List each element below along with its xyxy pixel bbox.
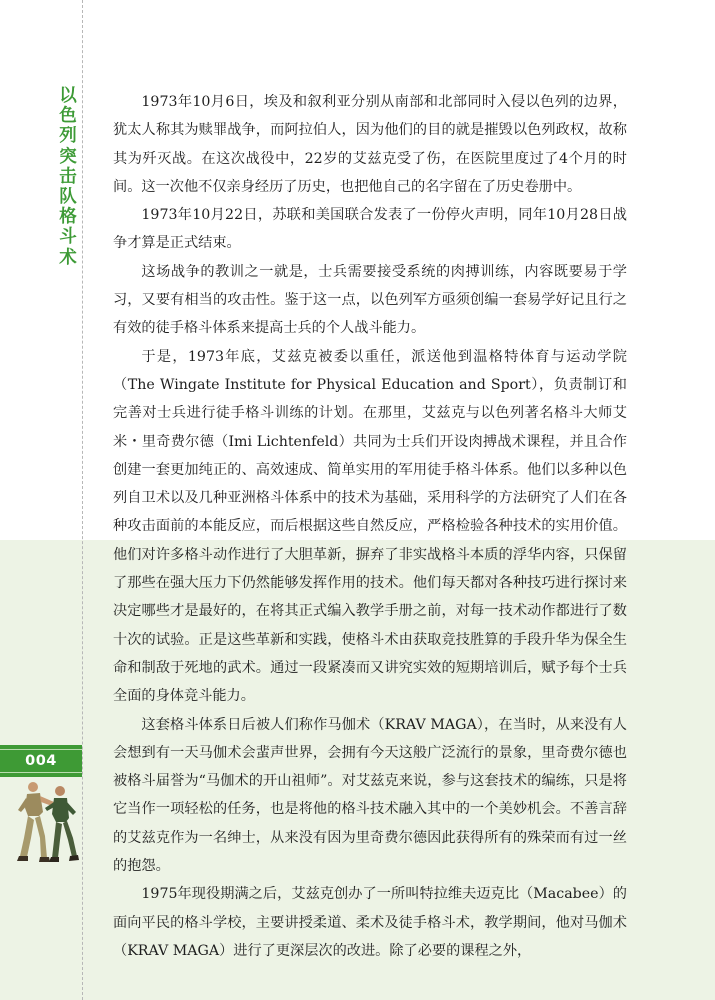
- title-char: 术: [59, 247, 77, 268]
- page-number: 004: [25, 753, 57, 769]
- title-char: 击: [59, 166, 77, 187]
- paragraph: 这场战争的教训之一就是，士兵需要接受系统的肉搏训练，内容既要易于学习，又要有相当的攻击性。鉴于这一点，以色列军方亟须创编一套易学好记且行之有效的徒手格斗体系来提高士兵的个人战斗能力。: [113, 263, 627, 337]
- margin-divider: [82, 0, 83, 1000]
- title-char: 队: [59, 187, 77, 208]
- fighters-icon: [14, 778, 80, 864]
- paragraph: 这套格斗体系日后被人们称作马伽术（KRAV MAGA），在当时，从来没有人会想到有一天马伽术会蜚声世界，会拥有今天这般广泛流行的景象，里奇费尔德也被格斗届誉为“马伽术的开山祖师”。对艾兹克来说，参与这套技术的编练，只是将它当作一项轻松的任务，也是将他的格斗技术融入其中的一个美妙机会。不善言辞的艾兹克作为一名绅士，从来没有因为里奇费尔德因此获得所有的殊荣而有过一丝的抱怨。: [113, 716, 627, 875]
- paragraph: 1973年10月6日，埃及和叙利亚分别从南部和北部同时入侵以色列的边界，犹太人称其为赎罪战争，而阿拉伯人，因为他们的目的就是摧毁以色列政权，故称其为歼灭战。在这次战役中，22岁的艾兹克受了伤，在医院里度过了4个月的时间。这一次他不仅亲身经历了历史，也把他自己的名字留在了历史卷册中。: [113, 94, 627, 195]
- page-number-tab: [0, 745, 82, 777]
- paragraph: 1973年10月22日，苏联和美国联合发表了一份停火声明，同年10月28日战争才算是正式结束。: [113, 207, 627, 252]
- title-char: 列: [59, 126, 77, 147]
- title-char: 以: [59, 86, 77, 106]
- article-body: [113, 88, 627, 965]
- title-char: 色: [59, 106, 77, 127]
- title-char: 突: [59, 146, 77, 167]
- title-char: 格: [59, 207, 77, 228]
- soldier-fighters-illustration: [14, 778, 80, 864]
- paragraph: 1975年现役期满之后，艾兹克创办了一所叫特拉维夫迈克比（Macabee）的面向平民的格斗学校，主要讲授柔道、柔术及徒手格斗术，教学期间，他对马伽术（KRAV MAGA）进行了更深层次的改进。除了必要的课程之外，: [113, 886, 627, 959]
- book-title-vertical: [57, 86, 79, 268]
- paragraph: 于是，1973年底，艾兹克被委以重任，派送他到温格特体育与运动学院（The Wingate Institute for Physical Education and Sport），负责制订和完善对士兵进行徒手格斗训练的计划。在那里，艾兹克与以色列著名格斗大师艾米・里奇费尔德（Imi Lichtenfeld）共同为士兵们开设肉搏战术课程，并且合作创建一套更加纯正的、高效速成、简单实用的军用徒手格斗体系。他们以多种以色列自卫术以及几种亚洲格斗体系中的技术为基础，采用科学的方法研究了人们在各种攻击面前的本能反应，而后根据这些自然反应，严格检验各种技术的实用价值。他们对许多格斗动作进行了大胆革新，摒弃了非实战格斗本质的浮华内容，只保留了那些在强大压力下仍然能够发挥作用的技术。他们每天都对各种技巧进行探讨来决定哪些才是最好的，在将其正式编入教学手册之前，对每一技术动作都进行了数十次的试验。正是这些革新和实践，使格斗术由获取竞技胜算的手段升华为保全生命和制敌于死地的武术。通过一段紧凑而又讲究实效的短期培训后，赋予每个士兵全面的身体竞斗能力。: [113, 348, 627, 705]
- title-char: 斗: [59, 227, 77, 248]
